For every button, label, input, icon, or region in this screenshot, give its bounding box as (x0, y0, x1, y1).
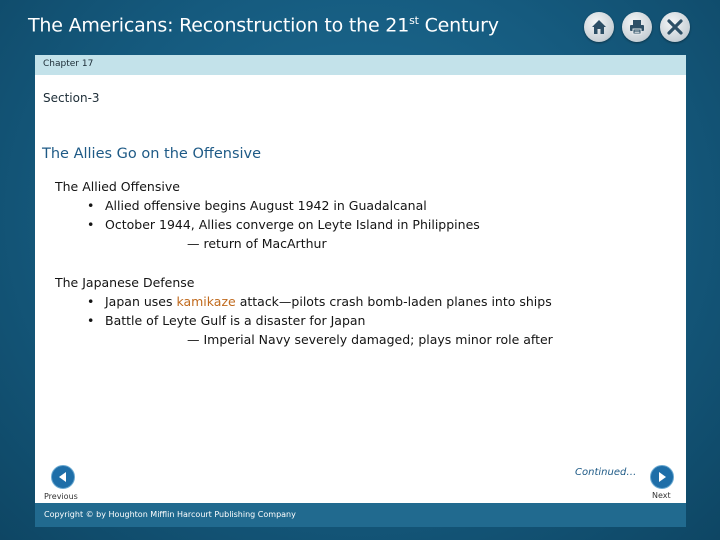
bullet-text-pre: Japan uses (105, 294, 177, 309)
print-button[interactable] (622, 12, 652, 42)
home-icon (590, 18, 608, 36)
home-button[interactable] (584, 12, 614, 42)
chapter-bar (35, 55, 686, 75)
footer-bar (35, 503, 686, 527)
continued-label: Continued… (575, 467, 637, 478)
copyright-text: Copyright © by Houghton Mifflin Harcourt Publishing Company (44, 510, 296, 519)
close-button[interactable] (660, 12, 690, 42)
allied-offensive-group (55, 179, 480, 255)
close-icon (666, 18, 684, 36)
bullet-item: • Battle of Leyte Gulf is a disaster for Japan (55, 313, 553, 328)
arrow-right-icon (656, 471, 668, 483)
japanese-defense-group (55, 275, 553, 351)
title-main: The Americans: Reconstruction to the 21 (28, 14, 410, 37)
sub-item: — Imperial Navy severely damaged; plays minor role after (187, 332, 553, 347)
group-title: The Japanese Defense (55, 275, 195, 290)
section-label: Section-3 (43, 91, 100, 105)
sub-item: — return of MacArthur (187, 236, 327, 251)
bullet-item (55, 294, 553, 309)
chapter-label: Chapter 17 (43, 59, 94, 69)
bullet-item: • Allied offensive begins August 1942 in Guadalcanal (55, 198, 480, 213)
bullet-text-post: attack—pilots crash bomb-laden planes into ships (235, 294, 552, 309)
presentation-title (28, 14, 499, 36)
previous-button[interactable] (51, 465, 75, 489)
key-term-kamikaze: kamikaze (176, 294, 236, 309)
title-superscript: st (409, 14, 419, 27)
next-button[interactable] (650, 465, 674, 489)
arrow-left-icon (57, 471, 69, 483)
slide-heading: The Allies Go on the Offensive (42, 146, 262, 162)
next-label[interactable]: Next (652, 491, 671, 500)
title-end: Century (418, 14, 499, 37)
bullet-item: • October 1944, Allies converge on Leyte Island in Philippines (55, 217, 480, 232)
slide-content (35, 55, 686, 527)
print-icon (628, 18, 646, 36)
group-title: The Allied Offensive (55, 179, 180, 194)
nav-icons (584, 12, 690, 42)
previous-label[interactable]: Previous (44, 492, 78, 501)
